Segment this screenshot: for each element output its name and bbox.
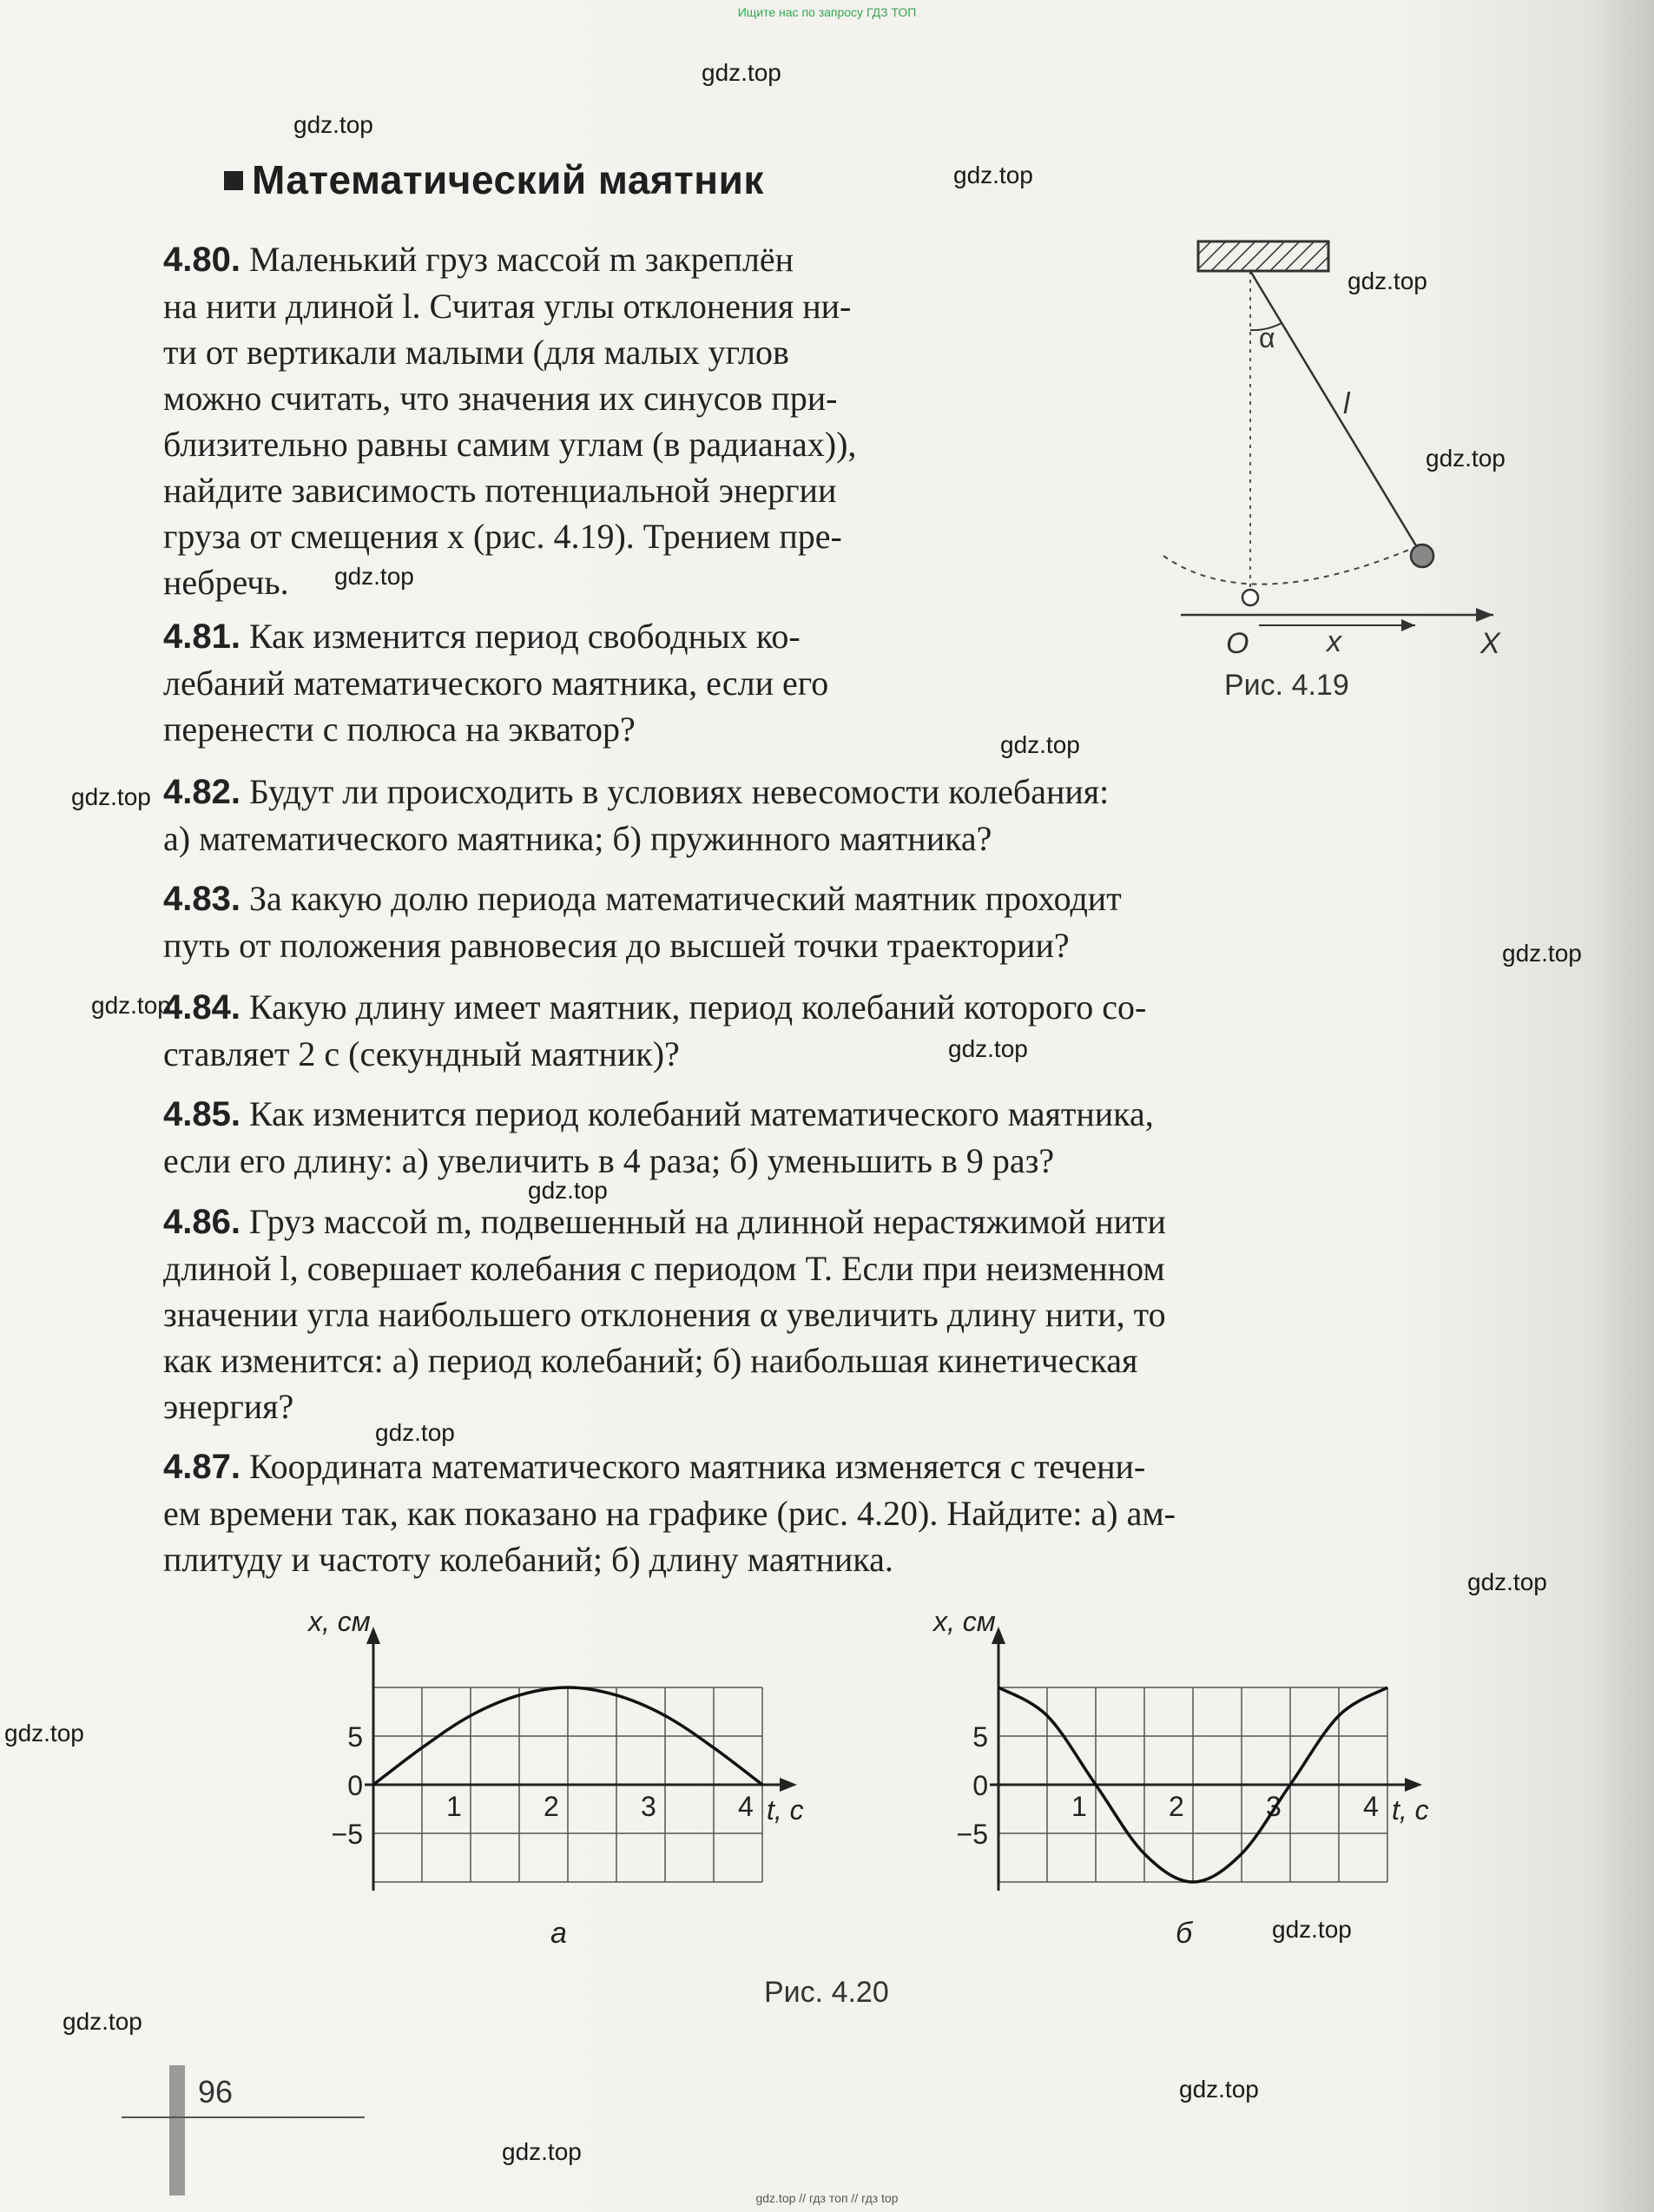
x-tick-label: 4	[1363, 1791, 1379, 1822]
page-rule	[122, 2116, 365, 2118]
watermark: gdz.top	[4, 1720, 84, 1746]
x-tick-label: 3	[1266, 1791, 1282, 1822]
x-tick-label: 2	[544, 1791, 559, 1822]
figure-4-20-caption: Рис. 4.20	[764, 1976, 889, 2009]
watermark: gdz.top	[334, 563, 414, 590]
y-tick-label: 0	[347, 1770, 363, 1801]
watermark: gdz.top	[702, 59, 781, 86]
x-tick-label: 2	[1169, 1791, 1184, 1822]
y-tick-label: −5	[331, 1819, 363, 1850]
problem-number: 4.80.	[163, 241, 241, 279]
page-number-bar	[169, 2065, 185, 2195]
displacement-arrow-icon	[1401, 619, 1415, 631]
y-tick-label: 5	[972, 1721, 988, 1753]
watermark: gdz.top	[1348, 267, 1427, 294]
figure-4-19-pendulum	[1129, 234, 1528, 703]
problem-number: 4.83.	[163, 880, 241, 918]
x-tick-label: 1	[446, 1791, 462, 1822]
panel-label: а	[550, 1917, 567, 1950]
chart-b	[868, 1602, 1429, 1967]
section-title-text: Математический маятник	[252, 157, 764, 202]
length-label: l	[1343, 387, 1350, 420]
square-bullet-icon	[224, 171, 243, 190]
problem-number: 4.85.	[163, 1095, 241, 1133]
chart-a	[278, 1602, 804, 1967]
pendulum-bob	[1411, 545, 1433, 567]
figure-caption: Рис. 4.19	[1224, 669, 1349, 702]
y-tick-label: −5	[956, 1819, 988, 1850]
section-title	[224, 156, 764, 203]
origin-label: O	[1226, 627, 1249, 660]
problem-text: Маленький груз массой m закреплён на нити длиной l. Считая углы отклонения ни- ти от вертикали малыми (для малых углов можно считать, что значения их синусов при- близительно равны самим углам (в радианах)), найдите зависимость потенциальной энергии груза от смещения x (рис. 4.19). Трением пре- небречь.	[163, 240, 857, 602]
y-axis-label: x, см	[308, 1606, 371, 1637]
problem-number: 4.84.	[163, 988, 241, 1027]
problem-4-85	[163, 1091, 1518, 1184]
watermark: gdz.top	[1502, 940, 1582, 967]
problem-text: Будут ли происходить в условиях невесомости колебания: а) математического маятника; б) пружинного маятника?	[163, 772, 1110, 858]
problem-text: Как изменится период колебаний математического маятника, если его длину: а) увеличить в 4 раза; б) уменьшить в 9 раз?	[163, 1094, 1154, 1180]
watermark: gdz.top	[1179, 2076, 1259, 2103]
y-axis-label: x, см	[933, 1606, 996, 1637]
problem-4-81	[163, 613, 1066, 752]
watermark: gdz.top	[953, 162, 1033, 188]
watermark: gdz.top	[1467, 1568, 1547, 1595]
problem-number: 4.87.	[163, 1448, 241, 1486]
problem-4-86	[163, 1198, 1518, 1430]
displacement-label: x	[1327, 625, 1341, 658]
watermark: gdz.top	[948, 1035, 1028, 1062]
watermark: gdz.top	[502, 2138, 582, 2165]
ceiling-support	[1198, 241, 1328, 271]
trajectory-arc	[1163, 547, 1415, 584]
x-tick-label: 4	[738, 1791, 754, 1822]
problem-4-80	[163, 236, 1049, 605]
top-search-link[interactable]: Ищите нас по запросу ГДЗ ТОП	[737, 5, 917, 19]
problem-text: Какую длину имеет маятник, период колебаний которого со- ставляет 2 с (секундный маятник)?	[163, 987, 1147, 1073]
watermark: gdz.top	[1272, 1916, 1352, 1943]
x-axis-arrow-icon	[1476, 608, 1493, 622]
panel-label: б	[1176, 1917, 1193, 1950]
x-axis-label: t, с	[1392, 1794, 1429, 1826]
problem-number: 4.81.	[163, 617, 241, 656]
problem-text: За какую долю периода математический маятник проходит путь от положения равновесия до высшей точки траектории?	[163, 879, 1122, 965]
watermark: gdz.top	[63, 2008, 142, 2035]
x-tick-label: 3	[641, 1791, 656, 1822]
equilibrium-point	[1242, 590, 1258, 605]
problem-number: 4.86.	[163, 1203, 241, 1241]
problem-4-83	[163, 875, 1518, 968]
problem-text: Груз массой m, подвешенный на длинной нерастяжимой нити длиной l, совершает колебания с периодом T. Если при неизменном значении угла наибольшего отклонения α увеличить длину нити, то как изменится: а) период колебаний; б) наибольшая кинетическая энергия?	[163, 1202, 1166, 1426]
watermark: gdz.top	[293, 111, 373, 138]
axis-label: X	[1480, 627, 1500, 660]
problem-number: 4.82.	[163, 773, 241, 811]
y-tick-label: 5	[347, 1721, 363, 1753]
watermark: gdz.top	[91, 992, 171, 1019]
x-axis-label: t, с	[767, 1794, 804, 1826]
x-tick-label: 1	[1071, 1791, 1087, 1822]
problem-4-82	[163, 769, 1518, 862]
y-tick-label: 0	[972, 1770, 988, 1801]
watermark: gdz.top	[375, 1419, 455, 1446]
watermark: gdz.top	[1426, 445, 1506, 472]
watermark: gdz.top	[1000, 731, 1080, 758]
bottom-link[interactable]: gdz.top // гдз топ // гдз top	[755, 2191, 899, 2205]
problem-4-87	[163, 1443, 1518, 1582]
problem-text: Как изменится период свободных ко- лебаний математического маятника, если его перенести с полюса на экватор?	[163, 617, 829, 749]
pendulum-thread	[1250, 271, 1422, 556]
problem-4-84	[163, 984, 1518, 1077]
page-number: 96	[198, 2074, 234, 2110]
watermark: gdz.top	[528, 1177, 608, 1204]
angle-label: α	[1259, 322, 1275, 353]
watermark: gdz.top	[71, 783, 151, 810]
problem-text: Координата математического маятника изменяется с течени- ем времени так, как показано на графике (рис. 4.20). Найдите: а) ам- плитуду и частоту колебаний; б) длину маятника.	[163, 1447, 1176, 1579]
